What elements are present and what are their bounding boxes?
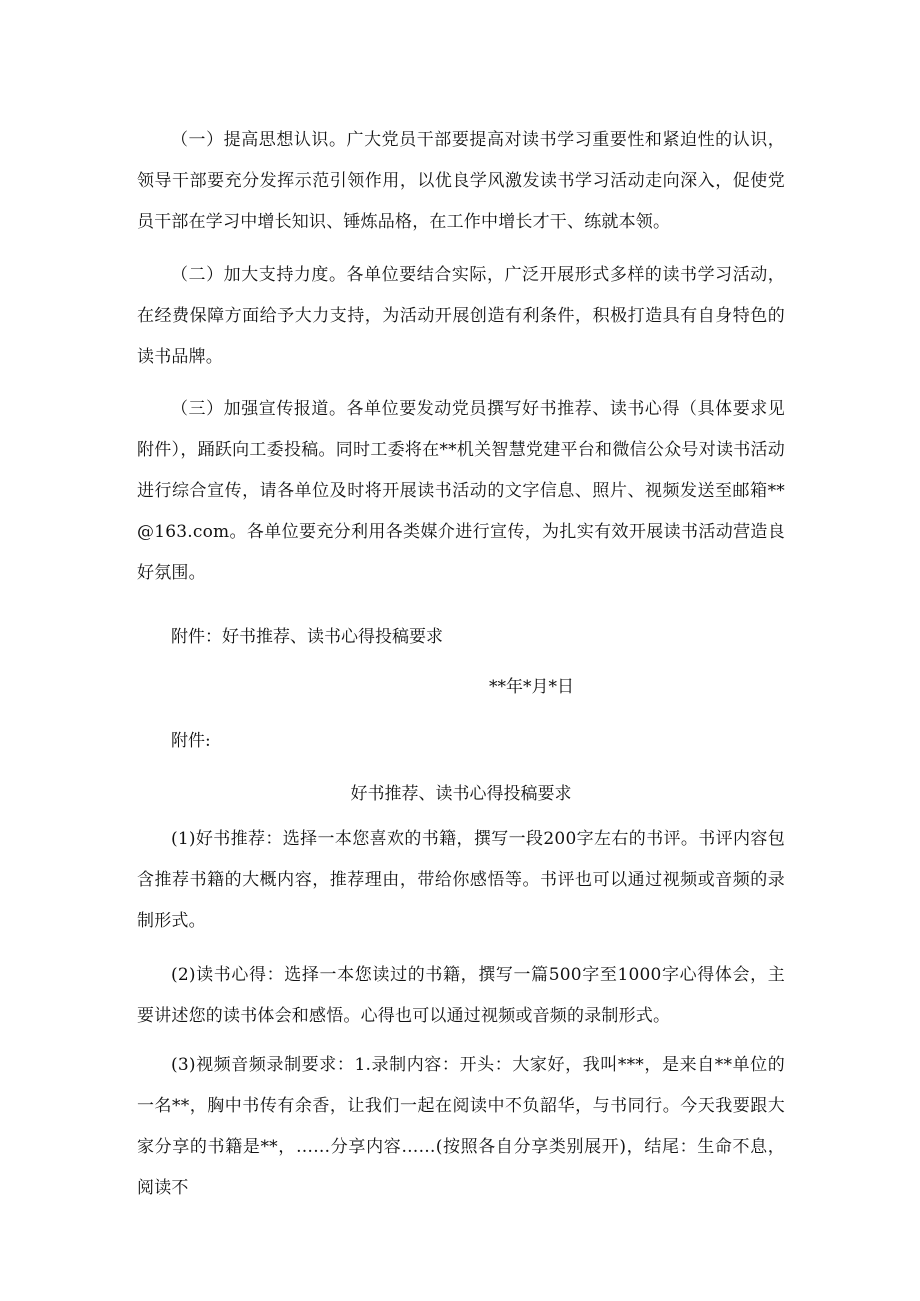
attachment-label: 附件: [171, 731, 211, 751]
requirement-reading-notes: (2)读书心得：选择一本您读过的书籍，撰写一篇500字至1000字心得体会，主要讲述您的读书体会和感悟。心得也可以通过视频或音频的录制形式。 [137, 965, 785, 1026]
requirement-video-audio: (3)视频音频录制要求：1.录制内容：开头：大家好，我叫***，是来自**单位的一名**，胸中书传有余香，让我们一起在阅读中不负韶华，与书同行。今天我要跟大家分享的书籍是**，……分享内容……(按照各自分享类别展开)，结尾：生命不息，阅读不 [137, 1055, 785, 1198]
attachment-title: 好书推荐、读书心得投稿要求 [350, 784, 572, 804]
requirement-book-recommendation: (1)好书推荐：选择一本您喜欢的书籍，撰写一段200字左右的书评。书评内容包含推荐书籍的大概内容，推荐理由，带给你感悟等。书评也可以通过视频或音频的录制形式。 [137, 829, 785, 931]
document-date: **年*月*日 [489, 677, 574, 697]
section-two-paragraph: （二）加大支持力度。各单位要结合实际，广泛开展形式多样的读书学习活动，在经费保障方面给予大力支持，为活动开展创造有利条件，积极打造具有自身特色的读书品牌。 [137, 265, 785, 367]
attachment-note: 附件：好书推荐、读书心得投稿要求 [171, 627, 443, 647]
section-one-paragraph: （一）提高思想认识。广大党员干部要提高对读书学习重要性和紧迫性的认识，领导干部要充分发挥示范引领作用，以优良学风激发读书学习活动走向深入，促使党员干部在学习中增长知识、锤炼品格，在工作中增长才干、练就本领。 [137, 130, 785, 232]
section-three-paragraph: （三）加强宣传报道。各单位要发动党员撰写好书推荐、读书心得（具体要求见附件），踊跃向工委投稿。同时工委将在**机关智慧党建平台和微信公众号对读书活动进行综合宣传，请各单位及时将开展读书活动的文字信息、照片、视频发送至邮箱**@163.com。各单位要充分利用各类媒介进行宣传，为扎实有效开展读书活动营造良好氛围。 [137, 399, 785, 583]
